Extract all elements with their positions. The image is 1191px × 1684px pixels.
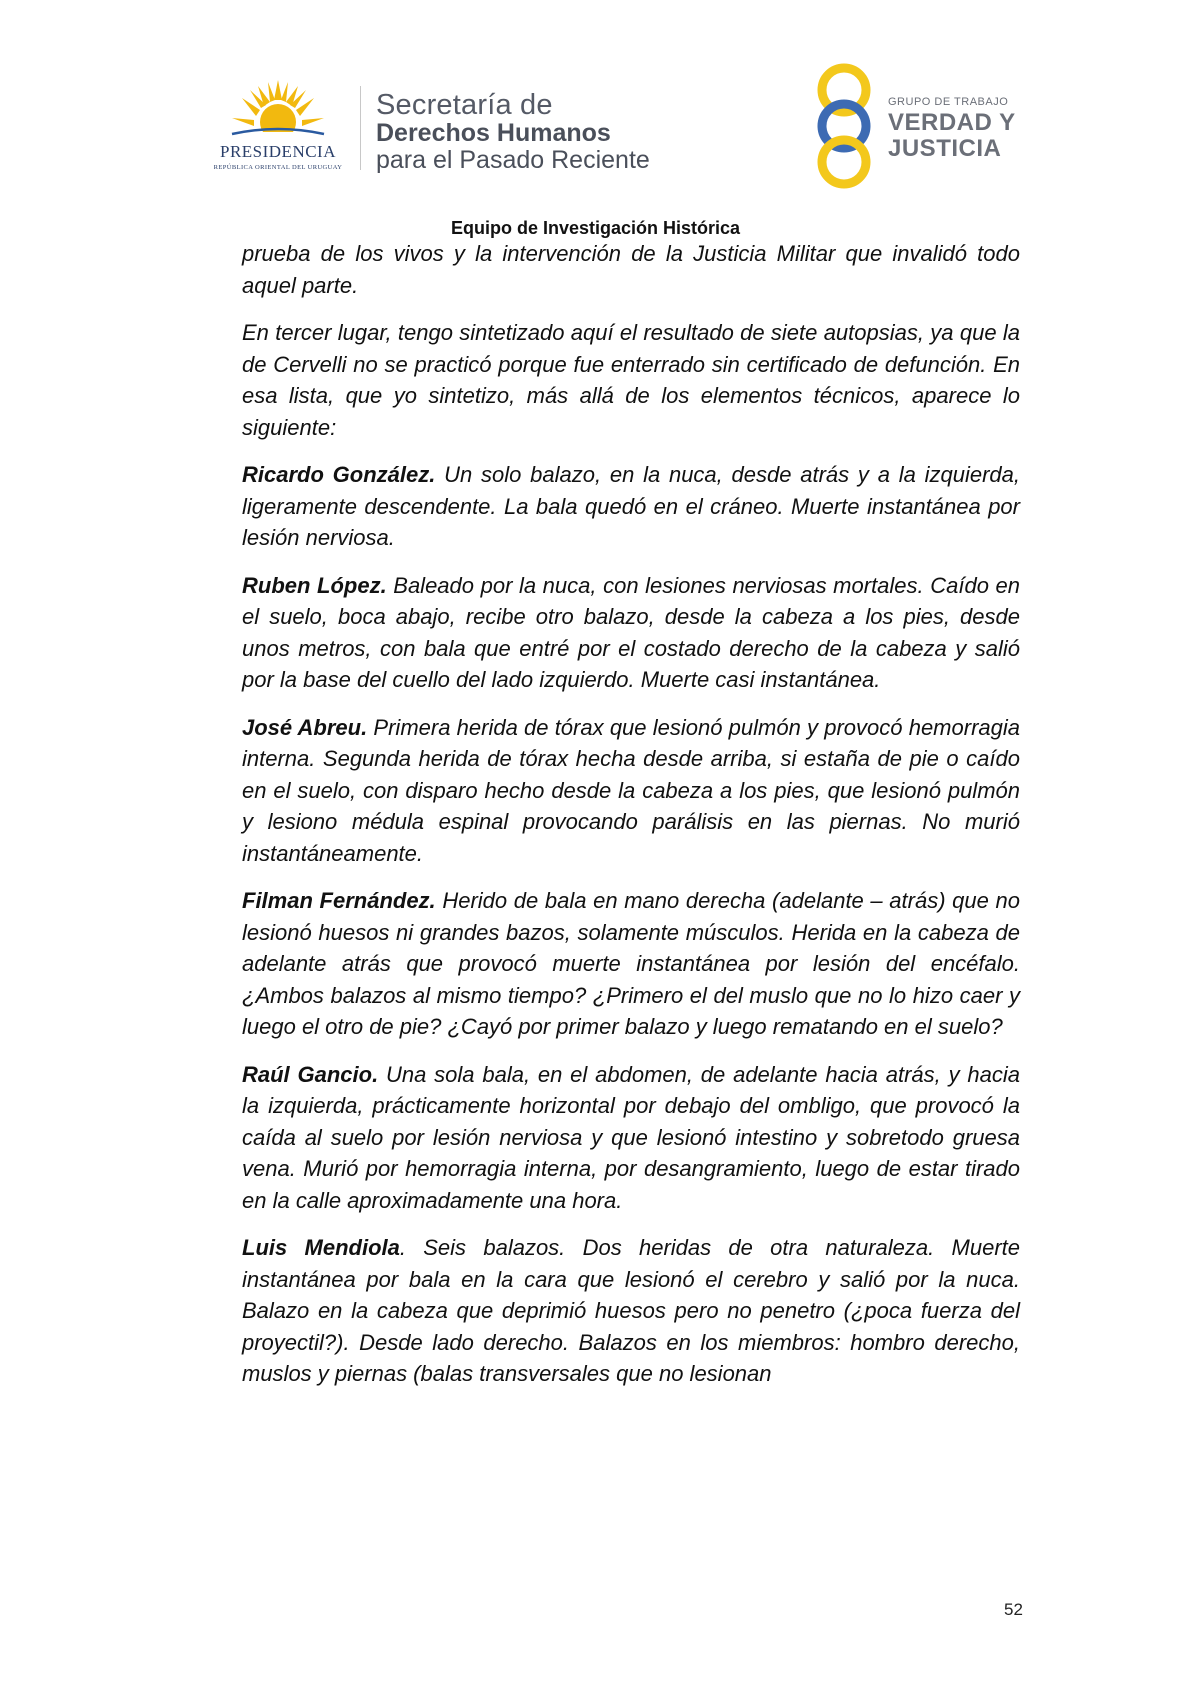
presidencia-logo — [198, 78, 358, 178]
secretaria-line-3: para el Pasado Reciente — [376, 146, 650, 174]
interlocking-rings-icon — [810, 62, 882, 190]
paragraph-text: En tercer lugar, tengo sintetizado aquí el resultado de siete autopsias, ya que la de Cervelli no se practicó porque fue enterrado sin certificado de defunción. En esa lista, que yo sintetizo, más allá de los elementos técnicos, aparece lo siguiente: — [242, 320, 1020, 440]
autopsy-paragraph — [242, 885, 1020, 1043]
secretaria-line-2: Derechos Humanos — [376, 119, 611, 147]
document-body — [242, 238, 1020, 1406]
header-divider — [360, 86, 361, 170]
paragraph — [242, 317, 1020, 443]
victim-name: Luis Mendiola — [242, 1235, 400, 1260]
victim-name: Filman Fernández. — [242, 888, 436, 913]
victim-name: Ricardo González. — [242, 462, 436, 487]
presidencia-subtitle: REPÚBLICA ORIENTAL DEL URUGUAY — [213, 164, 343, 171]
verdad-label: VERDAD Y — [888, 109, 1016, 136]
team-title: Equipo de Investigación Histórica — [450, 218, 741, 238]
victim-name: Ruben López. — [242, 572, 387, 598]
autopsy-paragraph — [242, 712, 1020, 870]
sun-emblem-icon — [230, 78, 326, 142]
secretaria-logo-text — [376, 90, 650, 174]
page-header — [0, 0, 1191, 220]
paragraph — [242, 238, 1020, 301]
secretaria-line-1: Secretaría de — [376, 89, 553, 121]
grupo-verdad-justicia-logo — [810, 62, 1040, 190]
presidencia-title: PRESIDENCIA — [219, 142, 336, 161]
paragraph-text: prueba de los vivos y la intervención de la Justicia Militar que invalidó todo aquel parte. — [242, 241, 1020, 298]
victim-name: José Abreu. — [242, 714, 368, 740]
paragraph-text: Una sola bala, en el abdomen, de adelante hacia atrás, y hacia la izquierda, prácticamente horizontal por debajo del ombligo, que provocó la caída al suelo por lesión nerviosa y que lesionó intestino y sobretodo gruesa vena. Murió por hemorragia interna, por desangramiento, luego de estar tirado en la calle aproximadamente una hora. — [242, 1061, 1020, 1213]
justicia-label: JUSTICIA — [888, 135, 1002, 162]
page-number: 52 — [1004, 1600, 1023, 1619]
autopsy-paragraph — [242, 459, 1020, 554]
autopsy-paragraph — [242, 1059, 1020, 1217]
grupo-trabajo-label: GRUPO DE TRABAJO — [888, 96, 1009, 108]
autopsy-paragraph — [242, 1232, 1020, 1390]
verdad-justicia-label — [888, 110, 1016, 162]
victim-name: Raúl Gancio. — [242, 1061, 379, 1087]
paragraph-text: Un solo balazo, en la nuca, desde atrás y a la izquierda, ligeramente descendente. La bala quedó en el cráneo. Muerte instantánea por lesión nerviosa. — [242, 462, 1020, 550]
paragraph-text: Herido de bala en mano derecha (adelante – atrás) que no lesionó huesos ni grandes bazos, solamente músculos. Herida en la cabeza de adelante atrás que provocó muerte instantánea por lesión del encéfalo. ¿Ambos balazos al mismo tiempo? ¿Primero el del muslo que no lo hizo caer y luego el otro de pie? ¿Cayó por primer balazo y luego rematando en el suelo? — [242, 888, 1021, 1039]
paragraph-text: Baleado por la nuca, con lesiones nerviosas mortales. Caído en el suelo, boca abajo, recibe otro balazo, desde la cabeza a los pies, desde unos metros, con bala que entré por el costado derecho de la cabeza y salió por la base del cuello del lado izquierdo. Muerte casi instantánea. — [242, 572, 1020, 692]
autopsy-paragraph — [242, 570, 1020, 696]
paragraph-text: . Seis balazos. Dos heridas de otra naturaleza. Muerte instantánea por bala en la cara que lesionó el cerebro y salió por la nuca. Balazo en la cabeza que deprimió huesos pero no penetro (¿poca fuerza del proyectil?). Desde lado derecho. Balazos en los miembros: hombro derecho, muslos y piernas (balas transversales que no lesionan — [242, 1235, 1020, 1386]
paragraph-text: Primera herida de tórax que lesionó pulmón y provocó hemorragia interna. Segunda herida de tórax hecha desde arriba, si estaña de pie o caído en el suelo, con disparo hecho desde la cabeza a los pies, que lesionó pulmón y lesiono médula espinal provocando parálisis en las piernas. No murió instantáneamente. — [242, 714, 1020, 866]
